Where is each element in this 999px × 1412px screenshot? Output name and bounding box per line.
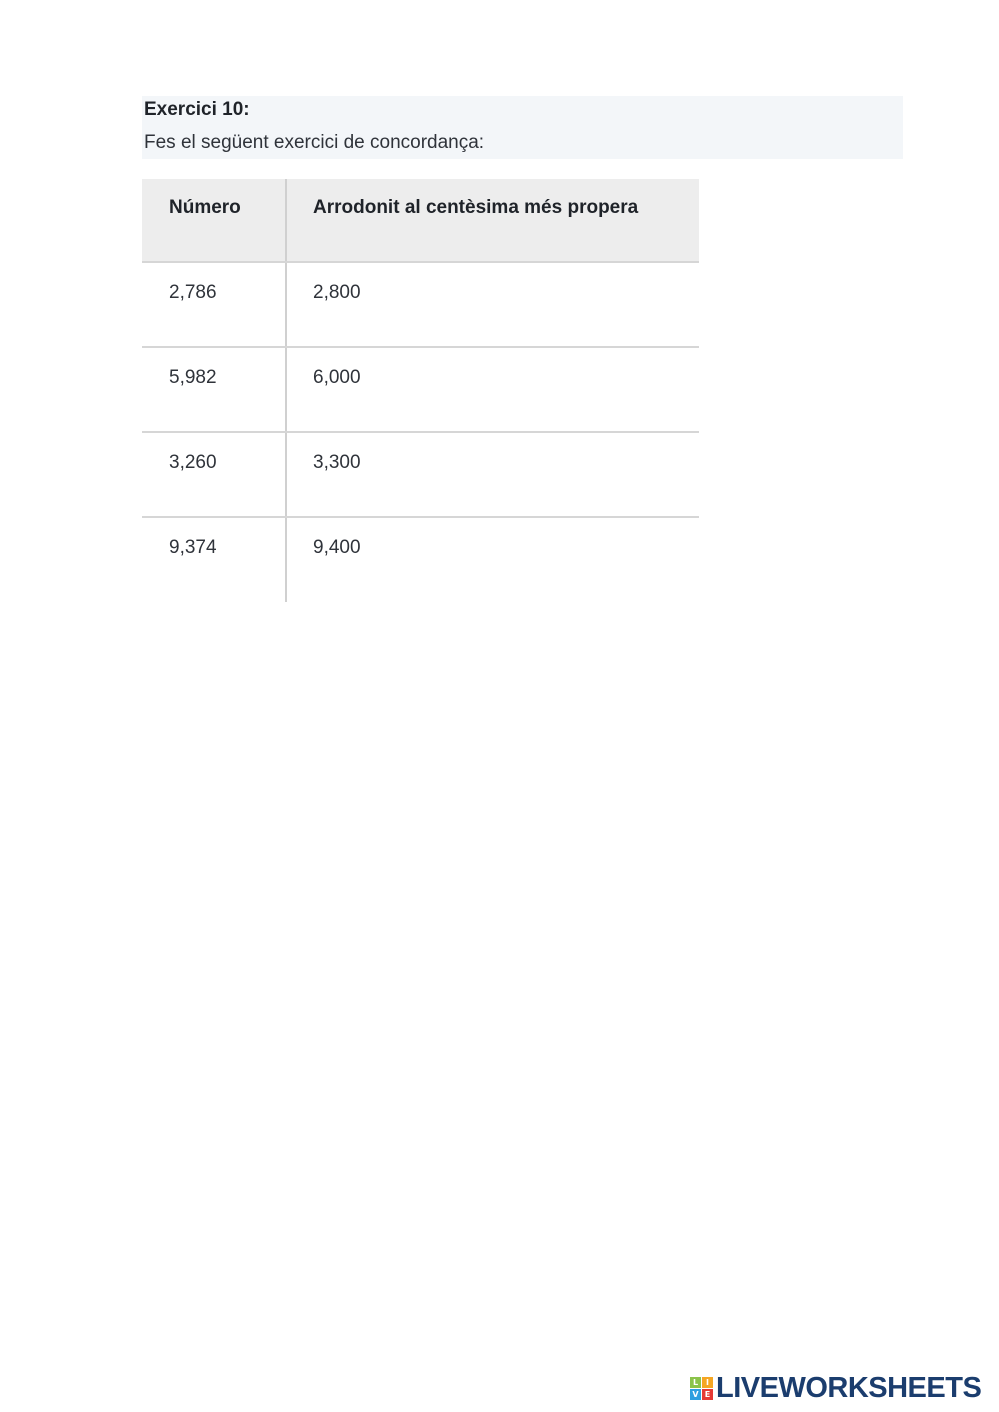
table-row	[142, 347, 699, 432]
answer-table	[142, 179, 699, 602]
exercise-instruction: Fes el següent exercici de concordança:	[144, 132, 485, 153]
table-row	[142, 517, 699, 602]
table-row	[142, 432, 699, 517]
exercise-header	[142, 96, 903, 159]
rounded-cell[interactable]: 6,000	[286, 347, 699, 432]
number-cell: 2,786	[142, 262, 286, 347]
rounded-cell[interactable]: 9,400	[313, 537, 361, 558]
logo-text: LIVEWORKSHEETS	[716, 1371, 982, 1404]
rounded-cell[interactable]: 3,300	[286, 432, 699, 517]
number-cell: 9,374	[142, 517, 286, 602]
table-header-row	[142, 179, 699, 262]
logo-square-icon: E	[702, 1389, 713, 1400]
logo-square-icon: V	[690, 1389, 701, 1400]
table-row	[142, 262, 699, 347]
logo-square-icon: L	[690, 1377, 701, 1388]
liveworksheets-logo	[690, 1371, 982, 1404]
number-cell: 3,260	[142, 432, 286, 517]
rounded-cell[interactable]: 2,800	[286, 262, 699, 347]
number-cell: 5,982	[142, 347, 286, 432]
column-header-rounded: Arrodonit al centèsima més propera	[286, 179, 699, 262]
logo-mark-icon	[690, 1377, 713, 1400]
logo-square-icon: I	[702, 1377, 713, 1388]
column-header-number: Número	[142, 179, 286, 262]
exercise-title: Exercici 10:	[144, 99, 250, 120]
